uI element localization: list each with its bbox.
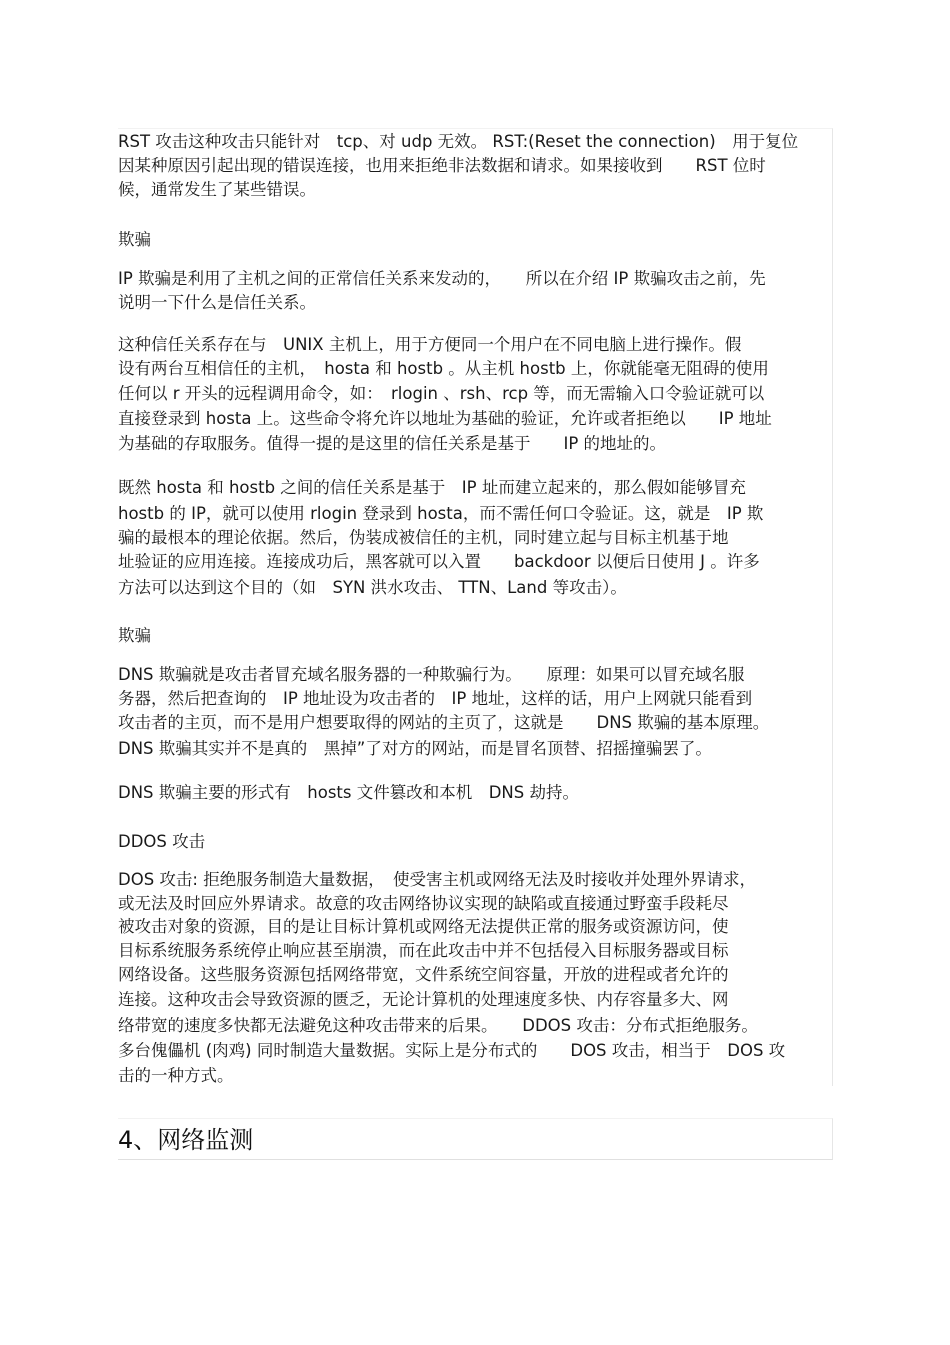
text-line: 攻击者的主页，而不是用户想要取得的网站的主页了，这就是 DNS 欺骗的基本原理。 (118, 713, 770, 732)
text-line: 方法可以达到这个目的（如 SYN 洪水攻击、 TTN、Land 等攻击）。 (118, 578, 627, 597)
text-line: 址验证的应用连接。连接成功后，黑客就可以入置 backdoor 以便后日使用 J 。许多 (118, 552, 760, 571)
text-line: 络带宽的速度多快都无法避免这种攻击带来的后果。 DDOS 攻击：分布式拒绝服务。 (118, 1016, 758, 1035)
text-line: DNS 欺骗就是攻击者冒充域名服务器的一种欺骗行为。 原理：如果可以冒充域名服 (118, 665, 745, 684)
text-line: 既然 hosta 和 hostb 之间的信任关系是基于 IP 址而建立起来的，那么假如能够冒充 (118, 478, 746, 497)
text-line: 直接登录到 hosta 上。这些命令将允许以地址为基础的验证，允许或者拒绝以 IP 地址 (118, 409, 772, 428)
text-line: 或无法及时回应外界请求。故意的攻击网络协议实现的缺陷或直接通过野蛮手段耗尽 (118, 894, 729, 913)
text-line: hostb 的 IP，就可以使用 rlogin 登录到 hosta，而不需任何口令验证。这，就是 IP 欺 (118, 504, 764, 523)
text-line: 网络设备。这些服务资源包括网络带宽，文件系统空间容量，开放的进程或者允许的 (118, 965, 729, 984)
text-line: 击的一种方式。 (118, 1066, 234, 1085)
section-heading: 4、网络监测 (118, 1126, 254, 1154)
text-line: DNS 欺骗主要的形式有 hosts 文件篡改和本机 DNS 劫持。 (118, 783, 579, 802)
text-line: 为基础的存取服务。值得一提的是这里的信任关系是基于 IP 的地址的。 (118, 434, 667, 453)
text-line: 连接。这种攻击会导致资源的匮乏，无论计算机的处理速度多快、内存容量多大、网 (118, 990, 729, 1009)
text-line: 候，通常发生了某些错误。 (118, 180, 316, 199)
text-line: 被攻击对象的资源，目的是让目标计算机或网络无法提供正常的服务或资源访问，使 (118, 917, 729, 936)
text-line: 务器，然后把查询的 IP 地址设为攻击者的 IP 地址，这样的话，用户上网就只能看到 (118, 689, 753, 708)
text-line: IP 欺骗是利用了主机之间的正常信任关系来发动的， 所以在介绍 IP 欺骗攻击之前，先 (118, 269, 766, 288)
text-line: DNS 欺骗其实并不是真的 黑掉”了对方的网站，而是冒名顶替、招摇撞骗罢了。 (118, 739, 712, 758)
text-line: 说明一下什么是信任关系。 (118, 293, 316, 312)
subsection-heading: 欺骗 (118, 230, 151, 249)
text-line: 目标系统服务系统停止响应甚至崩溃，而在此攻击中并不包括侵入目标服务器或目标 (118, 941, 729, 960)
subsection-heading: 欺骗 (118, 626, 151, 645)
text-line: 多台傀儡机 (肉鸡) 同时制造大量数据。实际上是分布式的 DOS 攻击，相当于 DOS 攻 (118, 1041, 786, 1060)
text-line: 这种信任关系存在与 UNIX 主机上，用于方便同一个用户在不同电脑上进行操作。假 (118, 335, 742, 354)
text-line: 任何以 r 开头的远程调用命令，如： rlogin 、rsh、rcp 等，而无需输入口令验证就可以 (118, 384, 765, 403)
text-line: 因某种原因引起出现的错误连接，也用来拒绝非法数据和请求。如果接收到 RST 位时 (118, 156, 766, 175)
text-line: DOS 攻击: 拒绝服务制造大量数据， 使受害主机或网络无法及时接收并处理外界请求， (118, 870, 756, 889)
text-line: 设有两台互相信任的主机， hosta 和 hostb 。从主机 hostb 上，你就能毫无阻碍的使用 (118, 359, 769, 378)
text-line: 骗的最根本的理论依据。然后，伪装成被信任的主机，同时建立起与目标主机基于地 (118, 528, 729, 547)
text-line: RST 攻击这种攻击只能针对 tcp、对 udp 无效。 RST:(Reset the connection) 用于复位 (118, 132, 799, 151)
subsection-heading: DDOS 攻击 (118, 832, 206, 851)
